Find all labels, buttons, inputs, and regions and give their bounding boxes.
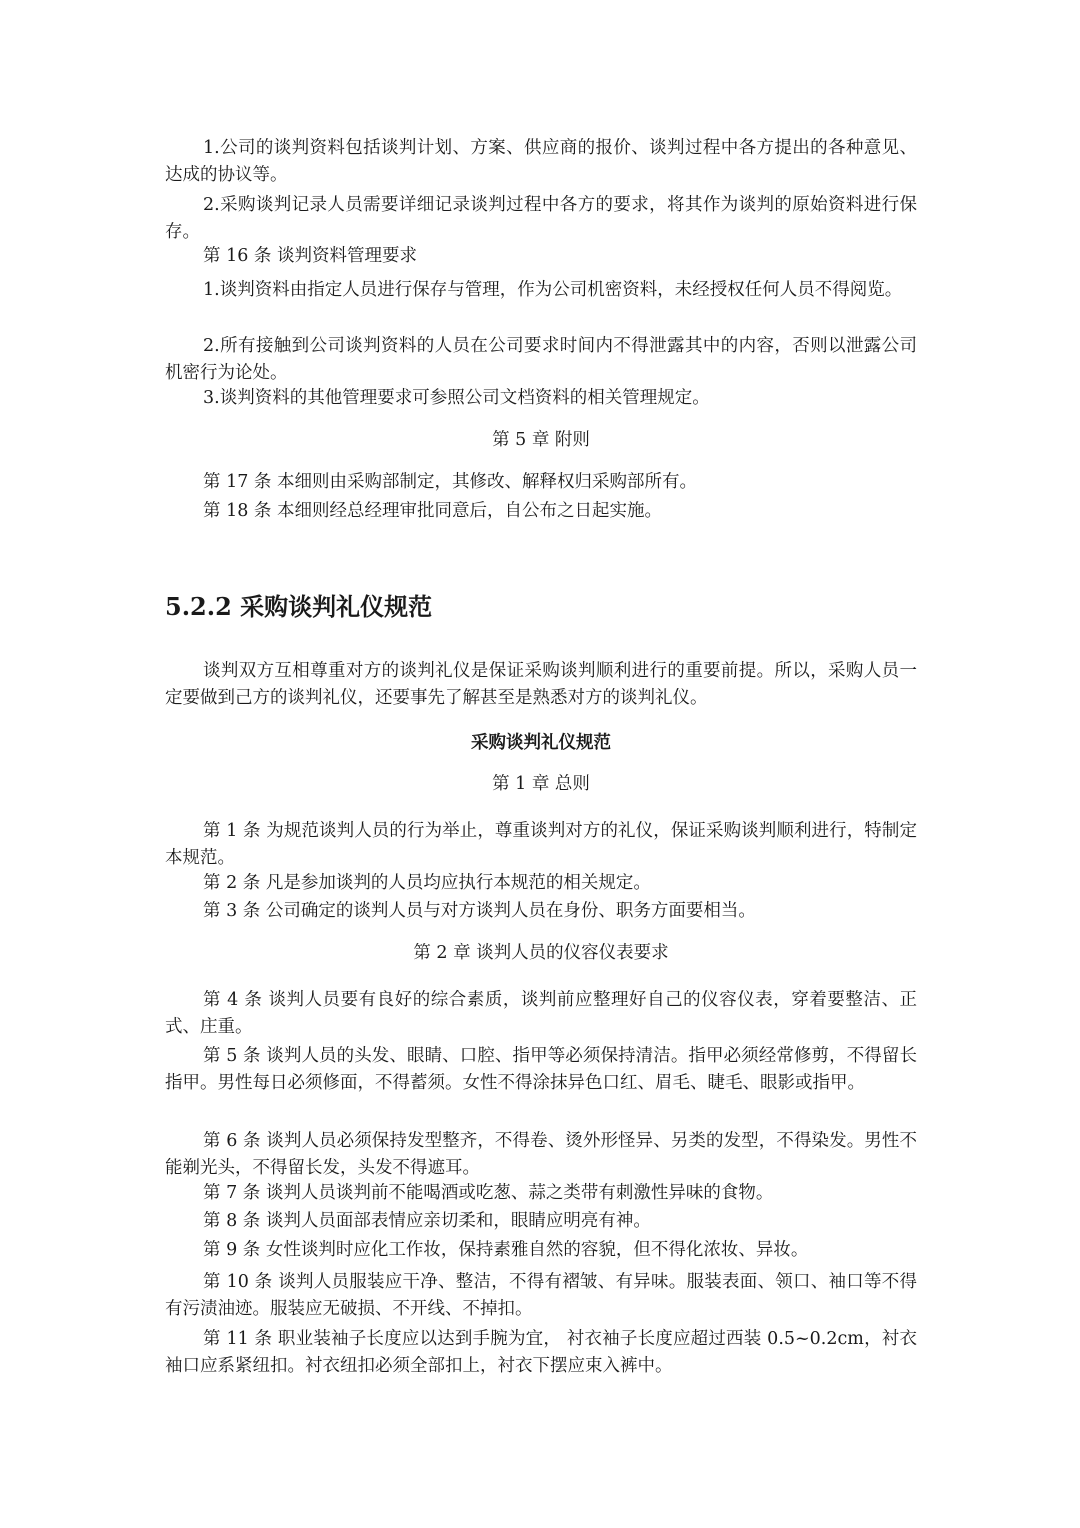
chapter-2-title: 第 2 章 谈判人员的仪容仪表要求: [413, 943, 669, 963]
article-8: 第 8 条 谈判人员面部表情应亲切柔和，眼睛应明亮有神。: [203, 1211, 651, 1231]
chapter-1-title: 第 1 章 总则: [492, 774, 590, 794]
paragraph-storage: 1.谈判资料由指定人员进行保存与管理，作为公司机密资料，未经授权任何人员不得阅览。: [203, 280, 903, 300]
document-title: 采购谈判礼仪规范: [471, 733, 611, 753]
article-7: 第 7 条 谈判人员谈判前不能喝酒或吃葱、蒜之类带有刺激性异味的食物。: [203, 1183, 774, 1203]
article-4: 第 4 条 谈判人员要有良好的综合素质，谈判前应整理好自己的仪容仪表，穿着要整洁、正式、庄重。: [165, 990, 917, 1037]
article-18: 第 18 条 本细则经总经理审批同意后，自公布之日起实施。: [203, 501, 662, 521]
article-1: 第 1 条 为规范谈判人员的行为举止，尊重谈判对方的礼仪，保证采购谈判顺利进行，特制定本规范。: [165, 821, 917, 868]
article-11: 第 11 条 职业装袖子长度应以达到手腕为宜， 衬衣袖子长度应超过西装 0.5~0.2cm，衬衣袖口应系紧纽扣。衬衣纽扣必须全部扣上，衬衣下摆应束入裤中。: [165, 1329, 917, 1376]
article-2: 第 2 条 凡是参加谈判的人员均应执行本规范的相关规定。: [203, 873, 651, 893]
article-6: 第 6 条 谈判人员必须保持发型整齐，不得卷、烫外形怪异、另类的发型，不得染发。男性不能剃光头，不得留长发，头发不得遮耳。: [165, 1131, 917, 1178]
section-heading: 5.2.2 采购谈判礼仪规范: [165, 592, 433, 621]
paragraph-confidentiality: 2.所有接触到公司谈判资料的人员在公司要求时间内不得泄露其中的内容，否则以泄露公司机密行为论处。: [165, 336, 917, 383]
intro-paragraph: 谈判双方互相尊重对方的谈判礼仪是保证采购谈判顺利进行的重要前提。所以，采购人员一定要做到己方的谈判礼仪，还要事先了解甚至是熟悉对方的谈判礼仪。: [165, 661, 917, 708]
paragraph-other-rules: 3.谈判资料的其他管理要求可参照公司文档资料的相关管理规定。: [203, 388, 710, 408]
article-16-title: 第 16 条 谈判资料管理要求: [203, 246, 417, 266]
chapter-5-title: 第 5 章 附则: [492, 430, 590, 450]
article-5: 第 5 条 谈判人员的头发、眼睛、口腔、指甲等必须保持清洁。指甲必须经常修剪，不得留长指甲。男性每日必须修面，不得蓄须。女性不得涂抹异色口红、眉毛、睫毛、眼影或指甲。: [165, 1046, 917, 1093]
paragraph-materials-scope: 1.公司的谈判资料包括谈判计划、方案、供应商的报价、谈判过程中各方提出的各种意见、达成的协议等。: [165, 138, 917, 185]
article-10: 第 10 条 谈判人员服装应干净、整洁，不得有褶皱、有异味。服装表面、领口、袖口等不得有污渍油迹。服装应无破损、不开线、不掉扣。: [165, 1272, 917, 1319]
article-17: 第 17 条 本细则由采购部制定，其修改、解释权归采购部所有。: [203, 472, 697, 492]
article-9: 第 9 条 女性谈判时应化工作妆，保持素雅自然的容貌，但不得化浓妆、异妆。: [203, 1240, 809, 1260]
article-3: 第 3 条 公司确定的谈判人员与对方谈判人员在身份、职务方面要相当。: [203, 901, 756, 921]
paragraph-record-keeping: 2.采购谈判记录人员需要详细记录谈判过程中各方的要求，将其作为谈判的原始资料进行保存。: [165, 195, 917, 242]
